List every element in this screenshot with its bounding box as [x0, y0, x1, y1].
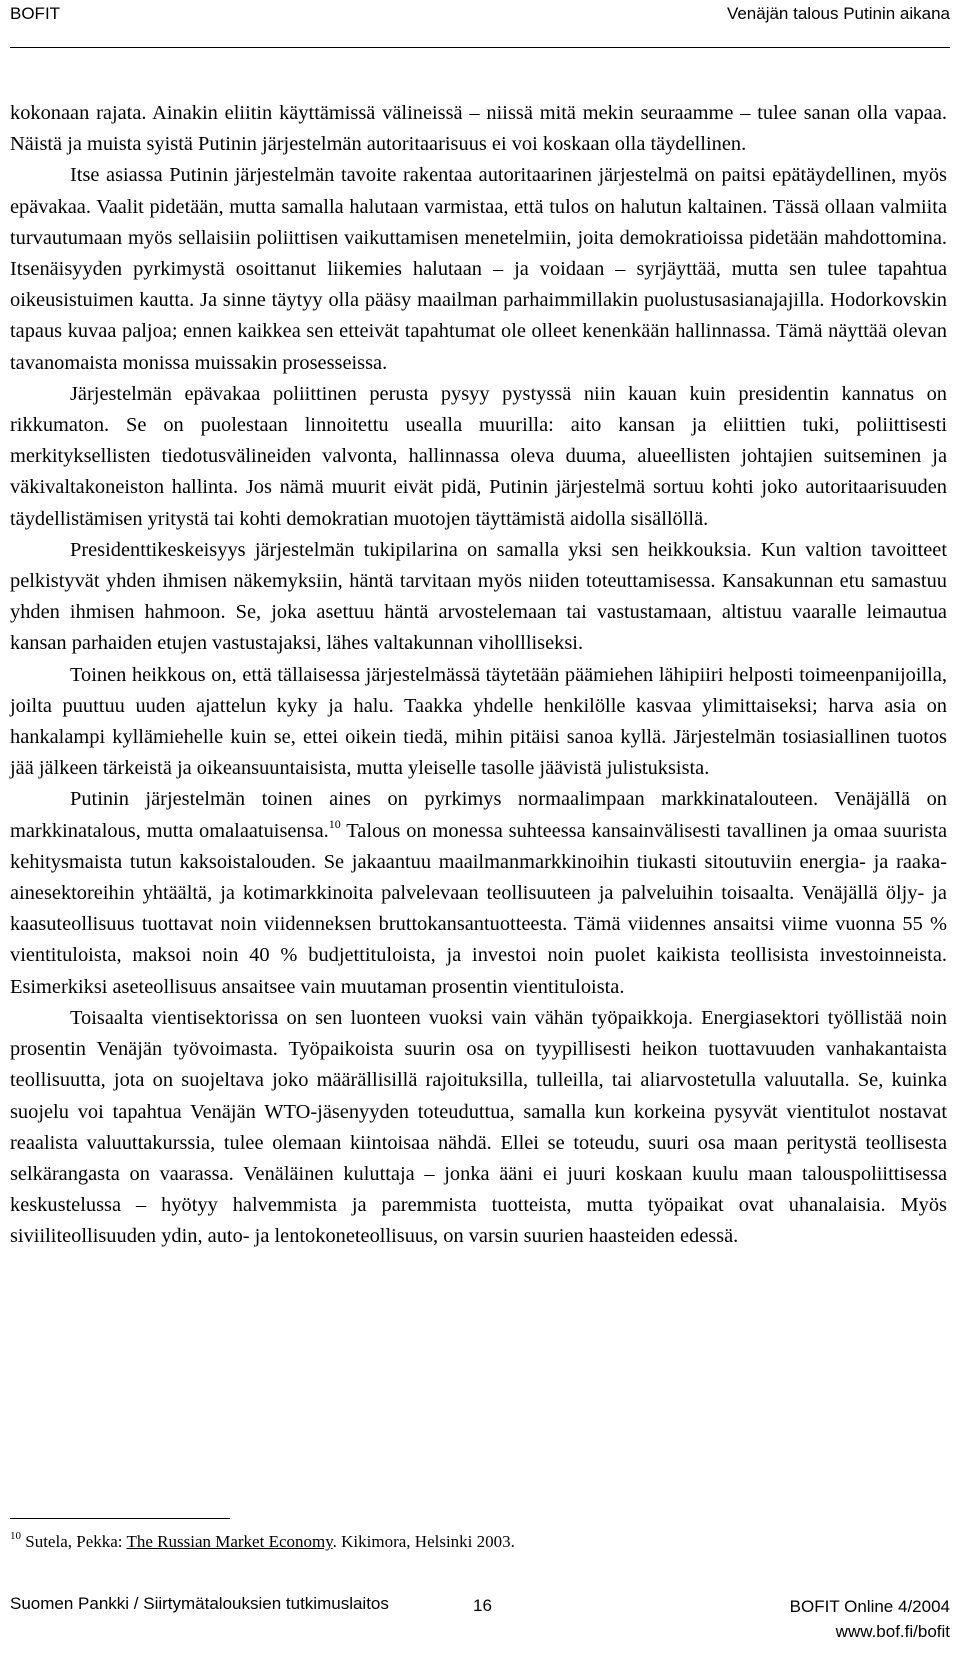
footnote	[10, 1530, 910, 1554]
footer-institution: Suomen Pankki / Siirtymätalouksien tutkimuslaitos	[10, 1594, 389, 1613]
footnote-book-title: The Russian Market Economy	[126, 1532, 333, 1551]
footer-issue: BOFIT Online 4/2004	[789, 1597, 950, 1616]
paragraph-economy	[10, 784, 947, 1002]
paragraph-continuation: kokonaan rajata. Ainakin eliitin käyttämissä välineissä – niissä mitä mekin seuraamme – tulee sanan olla vapaa. Näistä ja muista syistä Putinin järjestelmän autoritaarisuus ei voi koskaan olla täydellinen.	[10, 102, 947, 156]
header-publisher: BOFIT	[10, 4, 61, 23]
footnote-divider	[10, 1518, 230, 1519]
footnote-reference[interactable]: 10	[328, 816, 341, 831]
page-header	[10, 2, 950, 32]
paragraph: Presidenttikeskeisyys järjestelmän tukipilarina on samalla yksi sen heikkouksia. Kun valtion tavoitteet pelkistyvät yhden ihmisen näkemyksiin, häntä tarvitaan myös niiden toteuttamisessa. Kansakunnan etu samastuu yhden ihmisen hahmoon. Se, joka asettuu häntä arvostelemaan tai vastustamaan, altistuu vaaralle leimautua kansan parhaiden etujen vastustajaksi, lähes valtakunnan vihollliseksi.	[10, 538, 947, 655]
footer-url[interactable]: www.bof.fi/bofit	[835, 1622, 950, 1641]
paragraph: Toisaalta vientisektorissa on sen luonteen vuoksi vain vähän työpaikkoja. Energiasektori työllistää noin prosentin Venäjän työvoimasta. Työpaikoista suurin osa on tyypillisesti heikon tuottavuuden vanhakantaista teollisuutta, jota on suojeltava joko määrällisillä rajoituksilla, tulleilla, tai aliarvostetulla valuutalla. Se, kuinka suojelu voi tapahtua Venäjän WTO-jäsenyyden toteuduttua, samalla kun korkeina pysyvät vientitulot nostavat reaalista valuuttakurssia, tulee olemaan kiintoisaa nähdä. Ellei se toteudu, suuri osa maan peritystä teollisesta selkärangasta on vaarassa. Venäläinen kuluttaja – jonka ääni ei juuri koskaan kuulu maan talouspoliittisessa keskustelussa – hyötyy halvemmista ja paremmista tuotteista, mutta työpaikat ovat uhanalaisia. Myös siviiliteollisuuden ydin, auto- ja lentokoneteollisuus, on varsin suurien haasteiden edessä.	[10, 1006, 947, 1248]
paragraph-text: Talous on monessa suhteessa kansainvälisesti tavallinen ja omaa suurista kehitysmaista tutun kaksoistalouden. Se jakaantuu maailmanmarkkinoihin tiukasti sitoutuviin energia- ja raaka-ainesektoreihin yhtäältä, ja kotimarkkinoita palvelevaan teollisuuteen ja palveluihin toisaalta. Venäjällä öljy- ja kaasuteollisuus tuottavat noin viidenneksen bruttokansantuotteesta. Tämä viidennes ansaitsi viime vuonna 55 % vientituloista, maksoi noin 40 % budjettituloista, ja investoi noin puolet kaikista teollisista investoinneista. Esimerkiksi aseteollisuus ansaitsee vain muutaman prosentin vientituloista.	[10, 819, 947, 998]
body-text	[10, 98, 947, 1253]
page-footer	[10, 1594, 950, 1674]
paragraph: Toinen heikkous on, että tällaisessa järjestelmässä täytetään päämiehen lähipiiri helposti toimeenpanijoilla, joilta puuttuu uuden ajattelun kyky ja halu. Taakka yhdelle henkilölle kasvaa ylimittaiseksi; harva asia on hankalampi kyllämiehelle kuin se, ettei oikein tiedä, mihin pitäisi sanoa kyllä. Järjestelmän tosiasiallinen tuotos jää jälkeen tärkeistä ja oikeansuuntaisista, mutta yleiselle tasolle jäävistä julistuksista.	[10, 663, 947, 780]
paragraph: Itse asiassa Putinin järjestelmän tavoite rakentaa autoritaarinen järjestelmä on paitsi epätäydellinen, myös epävakaa. Vaalit pidetään, mutta samalla halutaan varmistaa, että tulos on halutun kaltainen. Tässä ollaan valmiita turvautumaan myös sellaisiin poliittisen vaikuttamisen menetelmiin, joita demokratioissa pidetään mahdottomina. Itsenäisyyden pyrkimystä osoittanut liikemies halutaan – ja voidaan – syrjäyttää, mutta sen tulee tapahtua oikeusistuimen kautta. Ja sinne täytyy olla pääsy maailman parhaimmillakin puolustusasianajajilla. Hodorkovskin tapaus kuvaa paljoa; ennen kaikkea sen etteivät tapahtumat ole olleet kenenkään hallinnassa. Tämä näyttää olevan tavanomaista monissa muissakin prosesseissa.	[10, 164, 947, 374]
footnote-author: Sutela, Pekka:	[25, 1532, 123, 1551]
header-divider	[10, 47, 950, 48]
page-number: 16	[473, 1596, 492, 1615]
header-title: Venäjän talous Putinin aikana	[726, 4, 950, 23]
footer-publication	[790, 1594, 950, 1644]
footnote-publication: . Kikimora, Helsinki 2003.	[332, 1532, 515, 1551]
paragraph-text: Putinin järjestelmän toinen aines on pyrkimys normaalimpaan markkinatalouteen. Venäjällä on markkinatalous, mutta omalaatuisensa.	[10, 788, 947, 842]
footnote-number: 10	[10, 1530, 21, 1542]
paragraph: Järjestelmän epävakaa poliittinen perusta pysyy pystyssä niin kauan kuin presidentin kannatus on rikkumaton. Se on puolestaan linnoitettu usealla muurilla: aito kansan ja eliittien tuki, poliittisesti merkityksellisten tiedotusvälineiden valvonta, hallinnassa oleva duuma, alueellisten johtajien suitseminen ja väkivaltakoneiston hallinta. Jos nämä muurit eivät pidä, Putinin järjestelmä sortuu kohti joko autoritaarisuuden täydellistämisen yritystä tai kohti demokratian muotojen täyttämistä aidolla sisällöllä.	[10, 382, 947, 530]
